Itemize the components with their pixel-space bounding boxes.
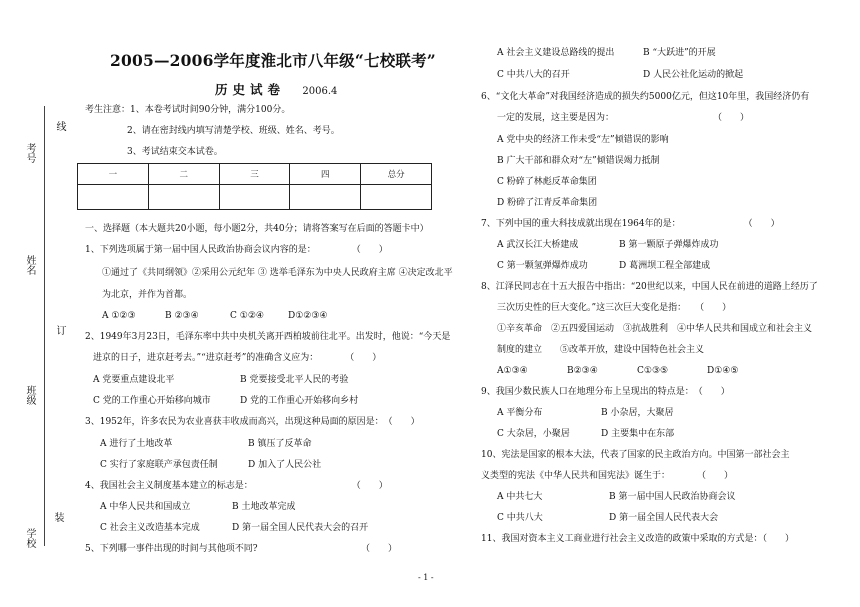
q8-option-d: D①④⑤ [707,366,739,376]
q10-option-b: B 第一届中国人民政治协商会议 [609,492,736,502]
question-5: 5、下列哪一事件出现的时间与其他项不同? （ ） [85,544,398,554]
binding-label-xingming: 姓名 [24,255,35,275]
q9-option-b: B 小杂居，大聚居 [601,408,674,418]
q3-option-c: C 实行了家庭联产承包责任制 [100,460,218,470]
q10-option-d: D 第一届全国人民代表大会 [609,513,719,523]
question-2-cont: 进京的日子，进京赶考去。”“进京赶考”的准确含义应为： （ ） [93,353,382,363]
score-cell-3[interactable] [219,185,290,210]
q5-option-c: C 中共八大的召开 [497,70,570,80]
q2-option-d: D 党的工作重心开始移向乡村 [240,396,359,406]
question-1-statements: ①通过了《共同纲领》②采用公元纪年 ③ 选举毛泽东为中央人民政府主席 ④决定改北平 [102,268,453,278]
q4-option-c: C 社会主义改造基本完成 [100,523,200,533]
question-10: 10、宪法是国家的根本大法，代表了国家的民主政治方向。中国第一部社会主 [481,450,790,460]
question-10-cont: 义类型的宪法《中华人民共和国宪法》诞生于： （ ） [481,471,734,481]
exam-subtitle [215,80,337,98]
q6-option-c: C 粉碎了林彪反革命集团 [497,177,597,187]
question-4: 4、我国社会主义制度基本建立的标志是： （ ） [85,481,388,491]
q9-option-a: A 平衡分布 [497,408,543,418]
q2-option-b: B 党要接受北平人民的考验 [240,375,349,385]
q7-option-a: A 武汉长江大桥建成 [497,240,579,250]
q5-option-d: D 人民公社化运动的掀起 [643,70,744,80]
question-3: 3、1952年，许多农民为农业喜获丰收成而高兴，出现这种局面的原因是： （ ） [85,417,420,427]
score-cell-total[interactable] [361,185,432,210]
score-header-4: 四 [290,164,361,185]
q6-option-a: A 党中央的经济工作未受“左”倾错误的影响 [497,135,669,145]
q4-option-b: B 土地改革完成 [232,502,296,512]
score-table [77,163,432,210]
question-8-statements: ①辛亥革命 ②五四爱国运动 ③抗战胜利 ④中华人民共和国成立和社会主义 [497,324,813,334]
question-9: 9、我国少数民族人口在地理分布上呈现出的特点是： （ ） [481,387,730,397]
notice-line-2: 2、请在密封线内填写清楚学校、班级、姓名、考号。 [127,126,340,136]
q3-option-b: B 镇压了反革命 [248,439,312,449]
q9-option-c: C 大杂居，小聚居 [497,429,570,439]
question-2: 2、1949年3月23日，毛泽东率中共中央机关离开西柏坡前往北平。出发时，他说：“今天是 [85,332,451,342]
score-header-2: 二 [148,164,219,185]
q3-option-d: D 加入了人民公社 [248,460,322,470]
q3-option-a: A 进行了土地改革 [100,439,173,449]
q9-option-d: D 主要集中在东部 [601,429,675,439]
q1-option-d: D①②③④ [288,311,328,321]
q8-option-c: C①③⑤ [637,366,669,376]
score-cell-4[interactable] [290,185,361,210]
subtitle-text: 历史试卷 [215,82,286,97]
question-1: 1、下列选项属于第一届中国人民政治协商会议内容的是： （ ） [85,245,388,255]
binding-label-xuexiao: 学校 [24,528,35,548]
q7-option-b: B 第一颗原子弹爆炸成功 [619,240,719,250]
question-8-statements-cont: 制度的建立 ⑤改革开放，建设中国特色社会主义 [497,345,705,355]
question-7: 7、下列中国的重大科技成就出现在1964年的是： （ ） [481,219,780,229]
score-cell-1[interactable] [78,185,149,210]
exam-date: 2006.4 [302,86,338,97]
score-cell-2[interactable] [148,185,219,210]
q4-option-a: A 中华人民共和国成立 [100,502,191,512]
q6-option-b: B 广大干部和群众对“左”倾错误竭力抵制 [497,156,660,166]
q1-option-c: C ①②④ [230,311,264,321]
question-6-cont: 一定的发展，这主要是因为： （ ） [497,113,750,123]
binding-char-zhuang: 装 [52,512,63,522]
notice-line-1: 考生注意：1、本卷考试时间90分钟，满分100分。 [85,105,291,115]
question-1-statements-cont: 为北京，并作为首都。 [102,290,193,300]
q10-option-a: A 中共七大 [497,492,543,502]
notice-line-3: 3、考试结束交本试卷。 [127,147,223,157]
score-header-3: 三 [219,164,290,185]
q8-option-a: A①③④ [497,366,528,376]
binding-label-kaohao: 考号 [24,143,35,163]
q7-option-d: D 葛洲坝工程全部建成 [619,261,711,271]
binding-label-banji: 班级 [24,385,35,405]
q10-option-c: C 中共八大 [497,513,543,523]
exam-title: 2005—2006学年度淮北市八年级“七校联考” [110,51,436,70]
page-number: - 1 - [418,573,434,582]
q6-option-d: D 粉碎了江青反革命集团 [497,198,598,208]
question-8-cont: 三次历史性的巨大变化。”这三次巨大变化是指： （ ） [497,303,732,313]
binding-char-xian: 线 [54,121,65,131]
q2-option-a: A 党要重点建设北平 [93,375,175,385]
section-heading: 一、选择题（本大题共20小题，每小题2分，共40分；请将答案写在后面的答题卡中） [85,224,429,234]
score-header-total: 总分 [361,164,432,185]
q5-option-b: B “大跃进”的开展 [643,48,716,58]
score-table-header-row [78,164,432,185]
q4-option-d: D 第一届全国人民代表大会的召开 [232,523,369,533]
q8-option-b: B②③④ [567,366,598,376]
score-header-1: 一 [78,164,149,185]
score-table-value-row [78,185,432,210]
q5-option-a: A 社会主义建设总路线的提出 [497,48,615,58]
q1-option-b: B ②③④ [165,311,199,321]
q2-option-c: C 党的工作重心开始移向城市 [93,396,211,406]
question-11: 11、我国对资本主义工商业进行社会主义改造的政策中采取的方式是：（ ） [481,534,794,544]
question-6: 6、“文化大革命”对我国经济造成的损失约5000亿元，但这10年里，我国经济仍有 [481,92,810,102]
binding-line [44,106,45,546]
q7-option-c: C 第一颗氢弹爆炸成功 [497,261,588,271]
binding-char-ding: 订 [54,325,65,335]
question-8: 8、江泽民同志在十五大报告中指出：“20世纪以来，中国人民在前进的道路上经历了 [481,282,818,292]
q1-option-a: A ①②③ [102,311,136,321]
